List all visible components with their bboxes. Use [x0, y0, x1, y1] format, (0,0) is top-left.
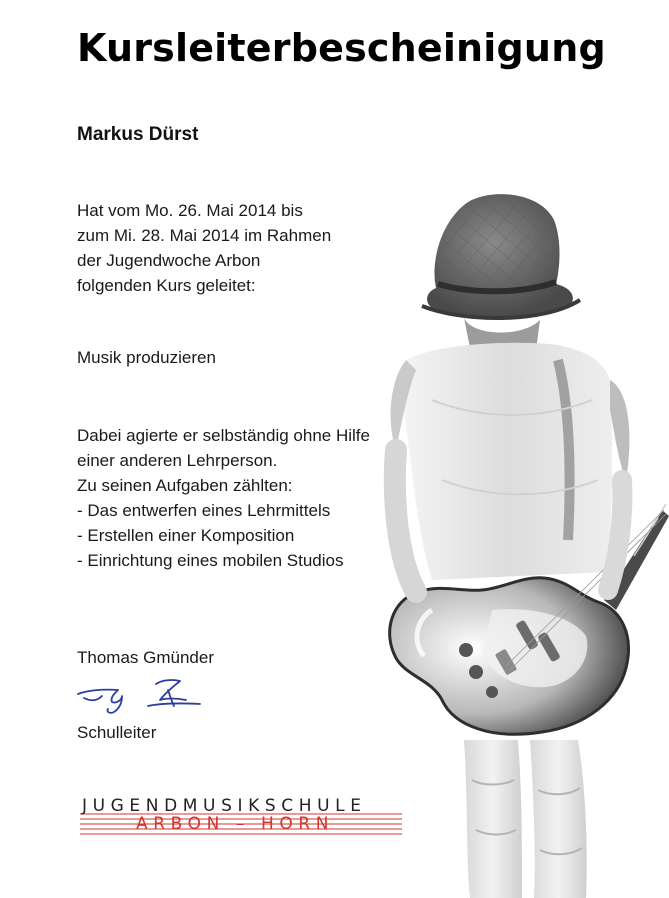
intro-line: Hat vom Mo. 26. Mai 2014 bis	[77, 201, 303, 220]
detail-line: Dabei agierte er selbständig ohne Hilfe	[77, 426, 370, 445]
intro-line: folgenden Kurs geleitet:	[77, 276, 256, 295]
page-title: Kursleiterbescheinigung	[77, 26, 606, 70]
logo-line-1: JUGENDMUSIKSCHULE	[82, 796, 367, 816]
intro-line: der Jugendwoche Arbon	[77, 251, 261, 270]
recipient-name: Markus Dürst	[77, 124, 199, 145]
detail-line: - Erstellen einer Komposition	[77, 526, 295, 545]
detail-line: Zu seinen Aufgaben zählten:	[77, 476, 293, 495]
detail-line: - Einrichtung eines mobilen Studios	[77, 551, 344, 570]
signature-icon	[76, 676, 206, 716]
detail-line: - Das entwerfen eines Lehrmittels	[77, 501, 331, 520]
detail-line: einer anderen Lehrperson.	[77, 451, 278, 470]
guitar-player-icon	[372, 180, 669, 898]
signer-name: Thomas Gmünder	[77, 648, 214, 667]
logo-line-2: ARBON – HORN	[136, 814, 335, 834]
intro-text	[77, 198, 331, 298]
detail-text	[77, 423, 370, 573]
course-name: Musik produzieren	[77, 348, 216, 367]
intro-line: zum Mi. 28. Mai 2014 im Rahmen	[77, 226, 332, 245]
signer-role: Schulleiter	[77, 723, 157, 742]
school-logo	[80, 794, 410, 838]
